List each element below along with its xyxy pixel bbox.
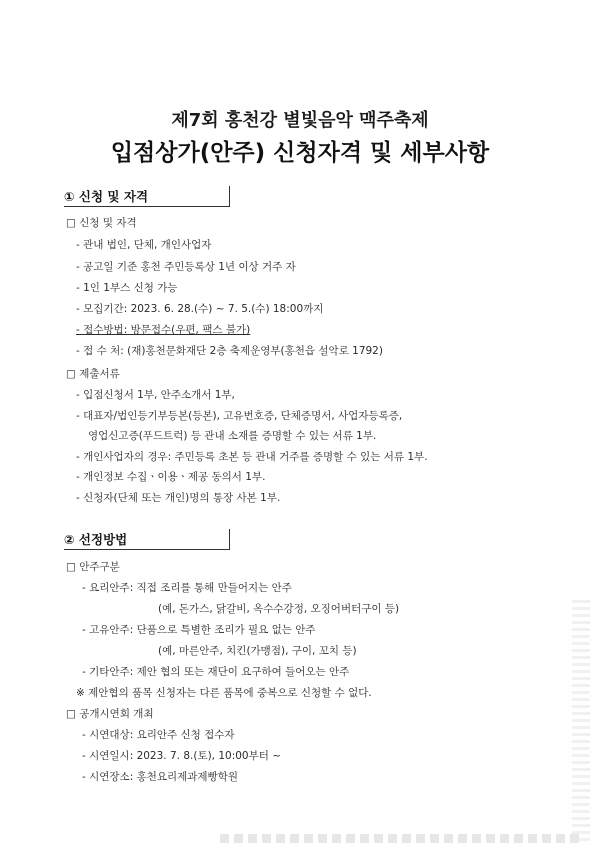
- list-item: - 시연일시: 2023. 7. 8.(토), 10:00부터 ~: [82, 750, 282, 762]
- list-item: - 관내 법인, 단체, 개인사업자: [76, 239, 212, 251]
- list-item: - 개인사업자의 경우: 주민등록 초본 등 관내 거주를 증명할 수 있는 서류 1부.: [76, 451, 428, 463]
- list-item: - 시연장소: 홍천요리제과제빵학원: [82, 771, 239, 783]
- list-item: - 고유안주: 단품으로 특별한 조리가 필요 없는 안주: [82, 624, 316, 636]
- list-item-continued: 영업신고증(푸드트럭) 등 관내 소재를 증명할 수 있는 서류 1부.: [88, 430, 377, 442]
- list-item-example: (예, 마른안주, 치킨(가맹점), 구이, 꼬치 등): [158, 645, 357, 657]
- scan-artifact-right: [572, 600, 590, 845]
- scan-artifact-bottom: [220, 834, 580, 843]
- section-heading-2: [64, 529, 230, 550]
- list-item-example: (예, 돈가스, 닭갈비, 옥수수강정, 오징어버터구이 등): [158, 603, 400, 615]
- list-item-location: - 접 수 처: (재)홍천문화재단 2층 축제운영부(홍천읍 설악로 1792): [76, 345, 383, 357]
- list-item: - 대표자/법인등기부등본(등본), 고유번호증, 단체증명서, 사업자등록증,: [76, 410, 403, 422]
- note: ※ 제안협의 품목 신청자는 다른 품목에 중복으로 신청할 수 없다.: [76, 687, 372, 699]
- list-item-method: - 접수방법: 방문접수(우편, 팩스 불가): [76, 324, 251, 336]
- subheading-categories: □ 안주구분: [66, 561, 120, 573]
- list-item: - 개인정보 수집ㆍ이용ㆍ제공 동의서 1부.: [76, 471, 266, 483]
- list-item: - 공고일 기준 홍천 주민등록상 1년 이상 거주 자: [76, 261, 296, 273]
- subheading-documents: □ 제출서류: [66, 368, 120, 380]
- document-title: 입점상가(안주) 신청자격 및 세부사항: [110, 140, 490, 166]
- list-item: - 1인 1부스 신청 가능: [76, 282, 178, 294]
- section-heading-1: [64, 186, 230, 207]
- document-subtitle: 제7회 홍천강 별빛음악 맥주축제: [171, 110, 429, 131]
- list-item: - 시연대상: 요리안주 신청 접수자: [82, 729, 235, 741]
- section-heading-2-text: ② 선정방법: [64, 532, 128, 547]
- subheading-demo: □ 공개시연회 개최: [66, 708, 154, 720]
- section-heading-1-text: ① 신청 및 자격: [64, 189, 149, 204]
- list-item: - 신청자(단체 또는 개인)명의 통장 사본 1부.: [76, 492, 281, 504]
- list-item: - 입점신청서 1부, 안주소개서 1부,: [76, 389, 235, 401]
- list-item-period: - 모집기간: 2023. 6. 28.(수) ~ 7. 5.(수) 18:00까지: [76, 303, 324, 315]
- subheading-application: □ 신청 및 자격: [66, 217, 137, 229]
- list-item: - 기타안주: 제안 협의 또는 재단이 요구하여 들어오는 안주: [82, 666, 350, 678]
- list-item: - 요리안주: 직접 조리를 통해 만들어지는 안주: [82, 582, 292, 594]
